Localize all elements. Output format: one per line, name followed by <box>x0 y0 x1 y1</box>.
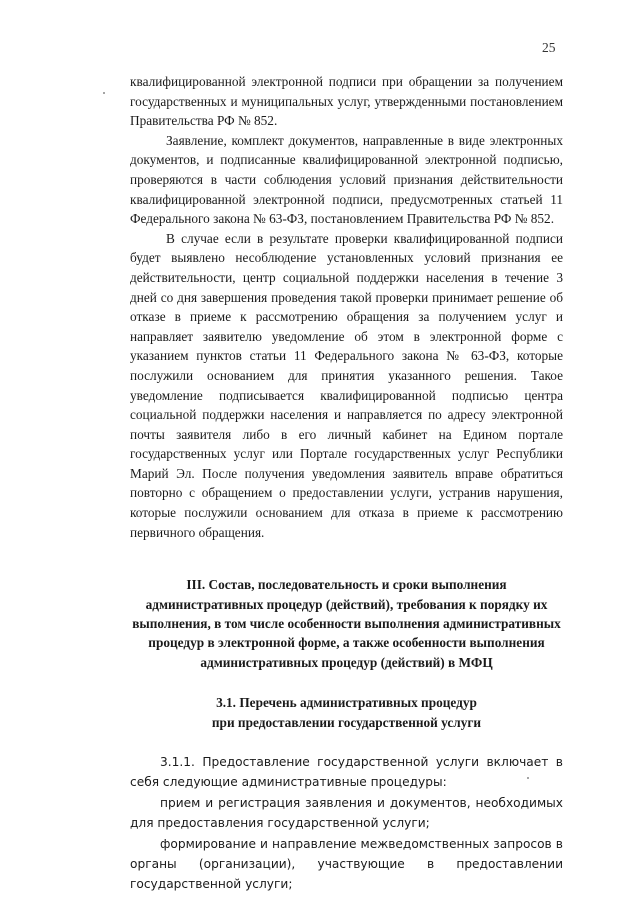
subsection-title-line: при предоставлении государственной услуги <box>211 714 482 730</box>
document-body <box>130 72 563 894</box>
paragraph: квалифицированной электронной подписи при обращении за получением государственных и муниципальных услуг, утвержденными постановлением Правительства РФ № 852. <box>130 74 563 129</box>
procedure-list <box>130 753 563 894</box>
list-item: прием и регистрация заявления и документов, необходимых для предоставления государственной услуги; <box>130 796 563 830</box>
subsection-title-line: 3.1. Перечень административных процедур <box>216 695 477 711</box>
list-item: формирование и направление межведомственных запросов в органы (организации), участвующие в предоставлении государственной услуги; <box>130 837 563 891</box>
paragraph: Заявление, комплект документов, направленные в виде электронных документов, и подписанные квалифицированной электронной подписью, проверяются в части соблюдения условий признания действительности квалифицированной электронной подписи, предусмотренных статьей 11 Федерального закона № 63-ФЗ, постановлением Правительства РФ № 852. <box>130 132 563 227</box>
section-title: III. Состав, последовательность и сроки выполнения административных процедур (действий), требования к порядку их выполнения, в том числе особенности выполнения административных процедур в электронной форме, а также особенности выполнения административных процедур (действий) в МФЦ <box>132 577 561 670</box>
scan-mark <box>103 92 105 94</box>
paragraph: В случае если в результате проверки квалифицированной подписи будет выявлено несоблюдение установленных условий признания ее действительности, центр социальной поддержки населения в течение 3 дней со дня завершения проведения такой проверки принимает решение об отказе в приеме к рассмотрению обращения за получением услуг и направляет заявителю уведомление об этом в электронной форме с указанием пунктов статьи 11 Федерального закона № 63-ФЗ, которые послужили основанием для принятия указанного решения. Такое уведомление подписывается квалифицированной подписью центра социальной поддержки населения и направляется по адресу электронной почты заявителя либо в его личный кабинет на Едином портале государственных услуг или Портале государственных услуг Республики Марий Эл. После получения уведомления заявитель вправе обратиться повторно с обращением о предоставлении услуги, устранив нарушения, которые послужили основанием для отказа в приеме к рассмотрению первичного обращения. <box>130 230 563 540</box>
subsection-title <box>130 693 563 732</box>
page-number: 25 <box>542 40 556 55</box>
paragraph: 3.1.1. Предоставление государственной услуги включает в себя следующие административные процедуры: <box>130 755 563 789</box>
